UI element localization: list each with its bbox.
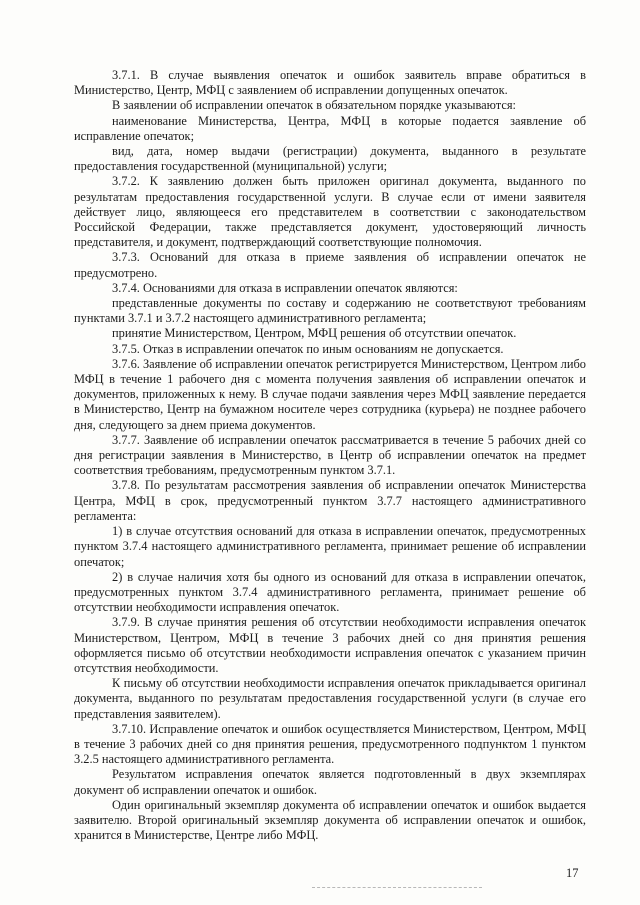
- paragraph-3-7-5: 3.7.5. Отказ в исправлении опечаток по иным основаниям не допускается.: [112, 341, 504, 356]
- paragraph-3-7-4: 3.7.4. Основаниями для отказа в исправлении опечаток являются:: [112, 280, 458, 295]
- paragraph-refusal-reason-2: принятие Министерством, Центром, МФЦ решения об отсутствии опечаток.: [112, 326, 517, 341]
- paragraph-refusal-reason-1: представленные документы по составу и содержанию не соответствуют требованиям пунктами 3.7.1 и 3.7.2 настоящего административного регламента;: [74, 296, 586, 326]
- paragraph-3-7-3: 3.7.3. Оснований для отказа в приеме заявления об исправлении опечаток не предусмотрено.: [74, 250, 586, 280]
- paragraph-3-7-9: 3.7.9. В случае принятия решения об отсутствии необходимости исправления опечаток Министерством, Центром, МФЦ в течение 3 рабочих дней со дня принятия решения оформляется письмо об отсутствии необходимости исправления опечаток с указанием причин отсутствия необходимости.: [74, 615, 586, 675]
- paragraph-required-field-document: вид, дата, номер выдачи (регистрации) документа, выданного в результате предоставления государственной (муниципальной) услуги;: [74, 144, 586, 174]
- paragraph-required-fields-intro: В заявлении об исправлении опечаток в обязательном порядке указываются:: [112, 98, 516, 113]
- document-body: [74, 68, 586, 843]
- page-number: 17: [566, 866, 579, 880]
- paragraph-3-7-8: 3.7.8. По результатам рассмотрения заявления об исправлении опечаток Министерства Центра, МФЦ в срок, предусмотренный пунктом 3.7.7 настоящего административного регламента:: [74, 478, 586, 523]
- paragraph-3-7-7: 3.7.7. Заявление об исправлении опечаток рассматривается в течение 5 рабочих дней со дня регистрации заявления в Министерство, в Центр об исправлении опечаток на предмет соответствия требованиям, предусмотренным пунктом 3.7.1.: [74, 432, 586, 478]
- paragraph-required-field-name: наименование Министерства, Центра, МФЦ в которые подается заявление об исправление опечаток;: [74, 113, 586, 143]
- paragraph-3-7-8-item-1: 1) в случае отсутствия оснований для отказа в исправлении опечаток, предусмотренных пунктом 3.7.4 настоящего административного регламента, принимает решение об исправлении опечаток;: [74, 524, 586, 569]
- footer-divider: [312, 887, 482, 888]
- paragraph-letter-attachment: К письму об отсутствии необходимости исправления опечаток прикладывается оригинал документа, выданного по результатам предоставления государственной услуги (в случае его представления заявителем).: [74, 676, 586, 721]
- paragraph-3-7-1: 3.7.1. В случае выявления опечаток и ошибок заявитель вправе обратиться в Министерство, Центр, МФЦ с заявлением об исправлении допущенных опечаток.: [74, 68, 586, 98]
- paragraph-result: Результатом исправления опечаток является подготовленный в двух экземплярах документ об исправлении опечаток и ошибок.: [74, 767, 586, 797]
- paragraph-copies: Один оригинальный экземпляр документа об исправлении опечаток и ошибок выдается заявителю. Второй оригинальный экземпляр документа об исправлении опечаток и ошибок, хранится в Министерстве, Центре либо МФЦ.: [74, 797, 586, 843]
- paragraph-3-7-10: 3.7.10. Исправление опечаток и ошибок осуществляется Министерством, Центром, МФЦ в течение 3 рабочих дней со дня принятия решения, предусмотренного подпунктом 1 пунктом 3.2.5 настоящего административного регламента.: [74, 721, 586, 767]
- paragraph-3-7-8-item-2: 2) в случае наличия хотя бы одного из оснований для отказа в исправлении опечаток, предусмотренных пунктом 3.7.4 административного регламента, принимает решение об отсутствии необходимости исправления опечаток.: [74, 569, 586, 615]
- paragraph-3-7-2: 3.7.2. К заявлению должен быть приложен оригинал документа, выданного по результатам предоставления государственной услуги. В случае если от имени заявителя действует лицо, являющееся его представителем в соответствии с законодательством Российской Федерации, также представляется документ, удостоверяющий личность представителя, и документ, подтверждающий соответствующие полномочия.: [74, 174, 586, 250]
- paragraph-3-7-6: 3.7.6. Заявление об исправлении опечаток регистрируется Министерством, Центром либо МФЦ в течение 1 рабочего дня с момента получения заявления об исправлении опечаток и документов, приложенных к нему. В случае подачи заявления через МФЦ заявление передается в Министерство, Центр на бумажном носителе через сотрудника (курьера) не позднее рабочего дня, следующего за днем приема документов.: [74, 356, 586, 432]
